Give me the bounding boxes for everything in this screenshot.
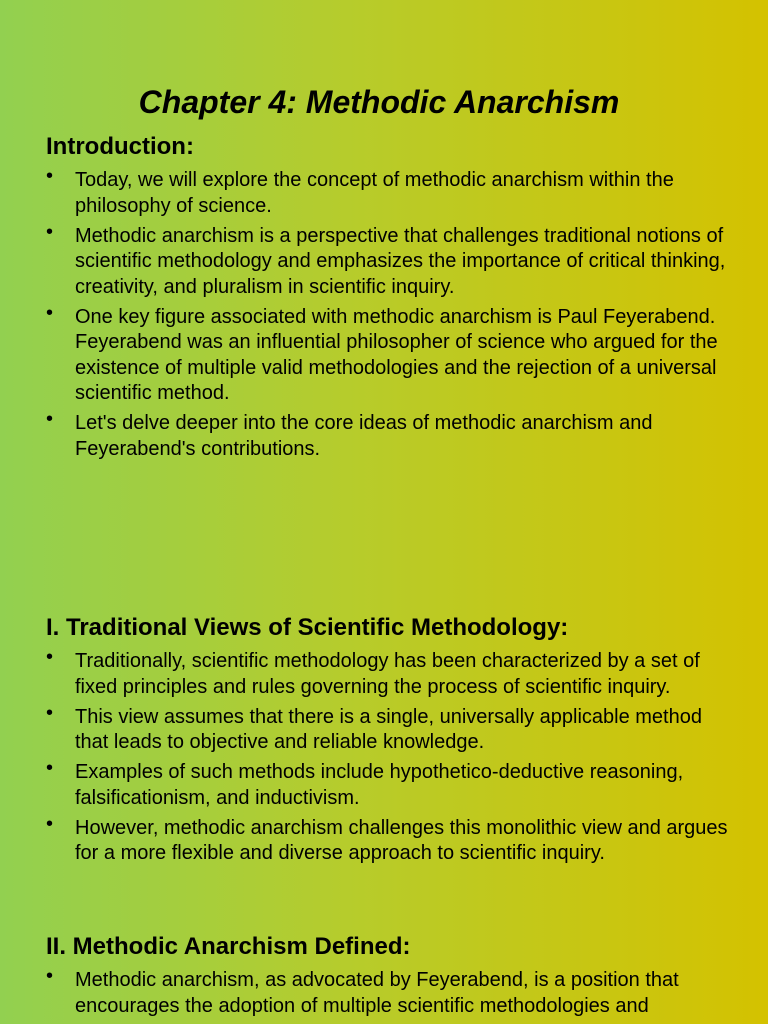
list-item	[46, 301, 736, 407]
bullet-list	[46, 165, 736, 462]
section-heading: II. Methodic Anarchism Defined:	[46, 933, 411, 960]
list-item-text: One key figure associated with methodic anarchism is Paul Feyerabend. Feyerabend was an influential philosopher of science who argued for the existence of multiple valid methodologies and the rejection of a universal scientific method.	[75, 305, 718, 404]
page-title: Chapter 4: Methodic Anarchism	[138, 84, 620, 121]
list-item	[46, 646, 736, 700]
section-heading: Introduction:	[46, 133, 194, 160]
section-introduction	[46, 132, 736, 467]
bullet-icon: •	[46, 220, 54, 243]
list-item-text: Examples of such methods include hypothetico-deductive reasoning, falsificationism, and inductivism.	[75, 761, 684, 809]
section-methodic-anarchism-defined	[46, 932, 736, 1024]
list-item	[46, 701, 736, 756]
bullet-list	[46, 965, 736, 1019]
list-item	[46, 812, 736, 867]
list-item	[46, 220, 736, 301]
list-item-text: However, methodic anarchism challenges this monolithic view and argues for a more flexible and diverse approach to scientific inquiry.	[75, 816, 728, 864]
bullet-icon: •	[46, 301, 54, 324]
list-item	[46, 965, 736, 1019]
bullet-icon: •	[46, 165, 54, 187]
list-item	[46, 165, 736, 219]
list-item-text: Methodic anarchism, as advocated by Feyerabend, is a position that encourages the adoption of multiple scientific methodologies and	[75, 969, 679, 1017]
list-item-text: Let's delve deeper into the core ideas of methodic anarchism and Feyerabend's contributions.	[75, 412, 653, 460]
bullet-icon: •	[46, 701, 54, 724]
bullet-icon: •	[46, 812, 54, 835]
list-item	[46, 408, 736, 462]
list-item-text: Traditionally, scientific methodology has been characterized by a set of fixed principles and rules governing the process of scientific inquiry.	[75, 650, 700, 698]
section-heading: I. Traditional Views of Scientific Methodology:	[46, 614, 569, 641]
bullet-icon: •	[46, 965, 54, 987]
list-item-text: This view assumes that there is a single, universally applicable method that leads to objective and reliable knowledge.	[75, 705, 702, 753]
bullet-icon: •	[46, 408, 54, 430]
bullet-icon: •	[46, 646, 54, 668]
section-traditional-views	[46, 613, 736, 871]
list-item-text: Methodic anarchism is a perspective that challenges traditional notions of scientific methodology and emphasizes the importance of critical thinking, creativity, and pluralism in scientific inquiry.	[75, 224, 726, 298]
list-item-text: Today, we will explore the concept of methodic anarchism within the philosophy of science.	[75, 169, 674, 217]
bullet-list	[46, 646, 736, 867]
list-item	[46, 757, 736, 811]
bullet-icon: •	[46, 757, 54, 779]
